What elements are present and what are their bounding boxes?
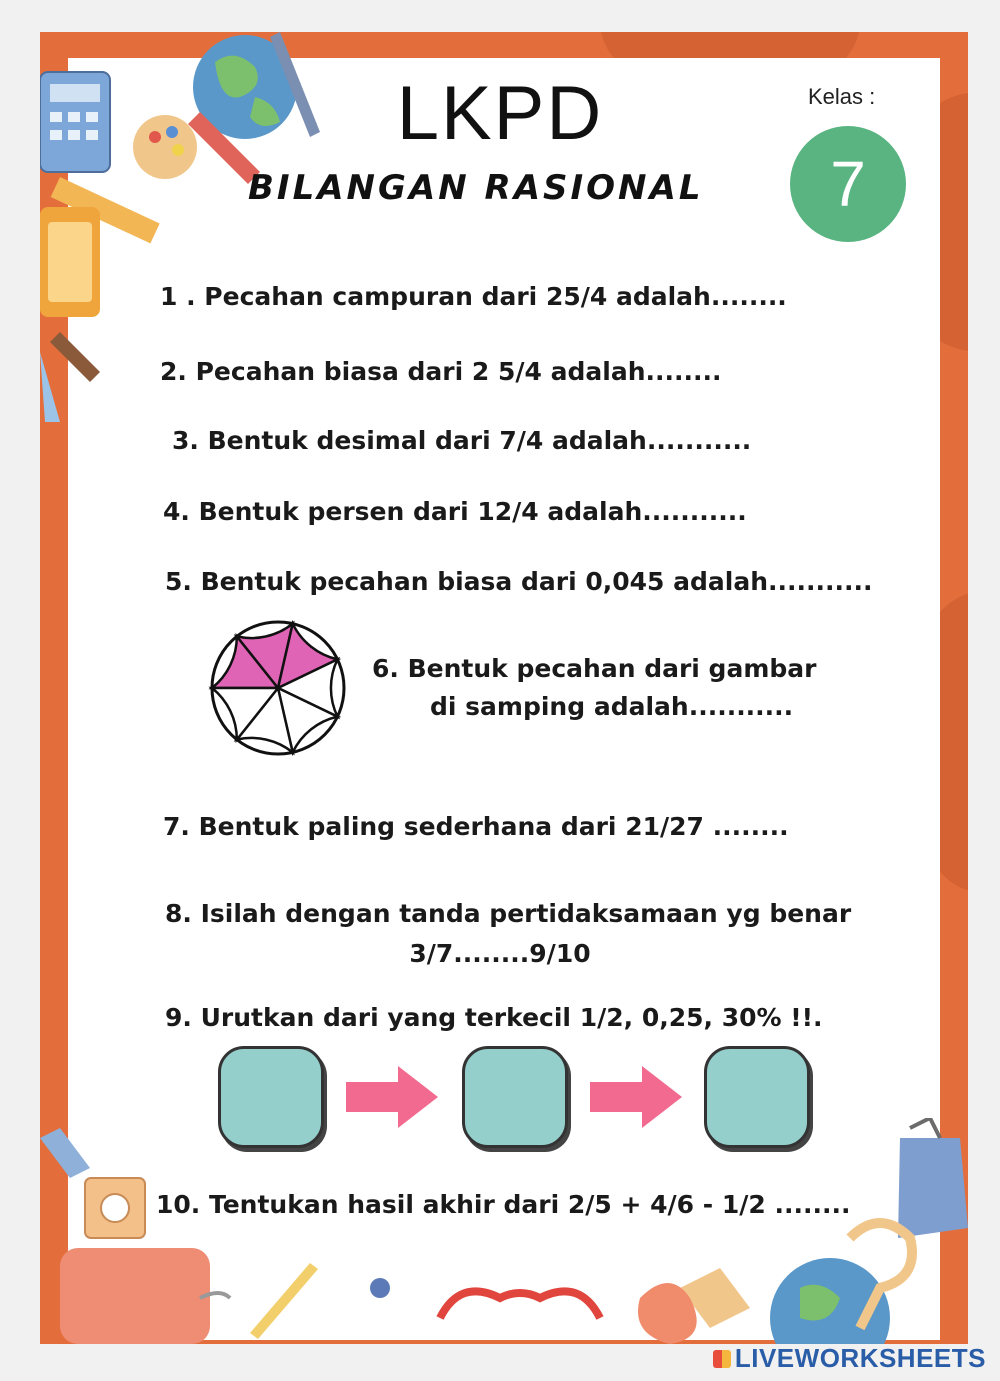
question-10: 10. Tentukan hasil akhir dari 2/5 + 4/6 - 1/2 ........ — [156, 1190, 851, 1219]
pencil-case-icon — [60, 1248, 210, 1344]
kelas-label: Kelas : — [808, 84, 876, 109]
liveworksheets-logo-icon — [713, 1350, 731, 1368]
question-7: 7. Bentuk paling sederhana dari 21/27 ........ — [163, 812, 789, 841]
page-subtitle: BILANGAN RASIONAL — [248, 168, 704, 208]
question-4: 4. Bentuk persen dari 12/4 adalah........... — [163, 497, 747, 526]
arrow-right-icon — [346, 1066, 438, 1128]
backpack-icon — [898, 1138, 968, 1238]
question-6-line-1: 6. Bentuk pecahan dari gambar — [372, 654, 817, 683]
answer-box-1[interactable] — [218, 1046, 324, 1148]
arrow-right-icon — [590, 1066, 682, 1128]
question-3: 3. Bentuk desimal dari 7/4 adalah........... — [172, 426, 752, 455]
question-5: 5. Bentuk pecahan biasa dari 0,045 adalah........... — [165, 567, 873, 596]
answer-box-3[interactable] — [704, 1046, 810, 1148]
question-8-expression: 3/7........9/10 — [409, 939, 591, 968]
question-8: 8. Isilah dengan tanda pertidaksamaan yg benar — [165, 899, 852, 928]
glasses-icon — [440, 1291, 600, 1318]
answer-box-2[interactable] — [462, 1046, 568, 1148]
kelas-badge: 7 — [790, 126, 906, 242]
question-1: 1 . Pecahan campuran dari 25/4 adalah........ — [160, 282, 787, 311]
question-2: 2. Pecahan biasa dari 2 5/4 adalah........ — [160, 357, 722, 386]
page-title: LKPD — [396, 71, 604, 156]
stationery-illustration-bottom — [40, 1118, 968, 1344]
question-9: 9. Urutkan dari yang terkecil 1/2, 0,25, 30% !!. — [165, 1003, 823, 1032]
fraction-pie-diagram — [208, 618, 348, 758]
question-6-line-2: di samping adalah........... — [430, 692, 794, 721]
liveworksheets-logo — [713, 1343, 986, 1374]
brand-label: LIVEWORKSHEETS — [734, 1343, 986, 1373]
